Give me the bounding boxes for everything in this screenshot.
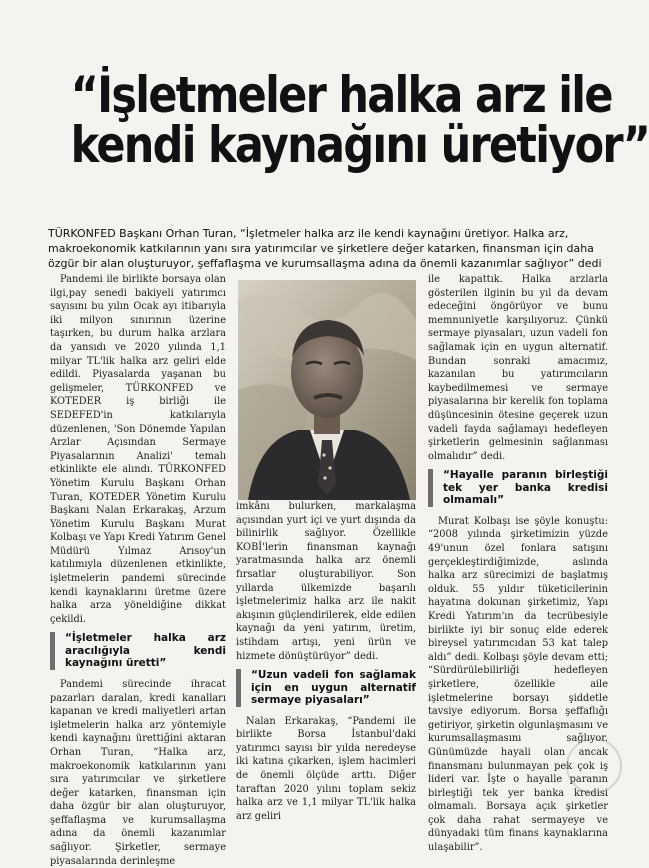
portrait-photo [238, 280, 416, 500]
portrait-illustration [238, 280, 416, 500]
subheading: “Hayalle paranın birleştiği tek yer banka kredisi olmamalı” [428, 469, 608, 507]
column-2 [236, 500, 416, 823]
lead-paragraph: TÜRKONFED Başkanı Orhan Turan, “İşletmeler halka arz ile kendi kaynağını üretiyor. Halka arz, makroekonomik katkılarının yanı sıra yatırımcılar ve şirketlere değer katarken, finansman için daha özgür bir alan oluşturuyor, şeffaflaşma ve kurumsallaşma adına da önemli kazanımlar sağlıyor” dedi [48, 227, 602, 270]
body-paragraph: imkânı bulurken, markalaşma açısından yurt içi ve yurt dışında da bilinirlik sağlıyor. Özellikle KOBİ'lerin finansman kaynağı yaratmasında halka arz önemli fırsatlar oluşturabiliyor. Son yıllarda ülkemizde başarılı işletmelerimiz halka arz ile nakit akışının güçlendirilerek, elde edilen kaynağı da yeni yatırım, üretim, istihdam artışı, yeni ürün ve hizmete dönüştürüyor” dedi. [236, 501, 416, 662]
body-paragraph: Nalan Erkarakaş, “Pandemi ile birlikte Borsa İstanbul'daki yatırımcı sayısı bir yılda neredeyse iki katına çıkarken, işlem hacimleri de önemli ölçüde arttı. Diğer taraftan 2020 yılını toplam sekiz halka arz ve 1,1 milyar TL'lik halka arz geliri [236, 715, 416, 822]
headline [70, 66, 649, 174]
headline-line-2: kendi kaynağını üretiyor” [70, 116, 649, 174]
body-paragraph: Pandemi ile birlikte borsaya olan ilgi,pay senedi bakiyeli yatırımcı sayısını bu yılın Ocak ayı itibarıyla iki milyon sınırının üzerine taşırken, bu durum halka arzlara da yansıdı ve 2020 yılında 1,1 milyar TL'lik halka arz geliri elde edildi. Piyasalarda yaşanan bu gelişmeler, TÜRKONFED ve KOTEDER iş birliği ile SEDEFED'in katkılarıyla düzenlenen, 'Son Dönemde Yapılan Arzlar Açısından Sermaye Piyasalarının Analizi' temalı etkinlikte ele alındı. TÜRKONFED Yönetim Kurulu Başkanı Orhan Turan, KOTEDER Yönetim Kurulu Başkanı Nalan Erkarakaş, Arzum Yönetim Kurulu Başkanı Murat Kolbaşı ve Yapı Kredi Yatırım Genel Müdürü Yılmaz Arısoy'un katılımıyla düzenlenen etkinlikte, işletmelerin pandemi sürecinde kendi kaynaklarını üretme üzere halka arza yöneldiğine dikkat çekildi. [50, 274, 227, 625]
watermark-seal [566, 738, 622, 794]
subheading: “Uzun vadeli fon sağlamak için en uygun alternatif sermaye piyasaları” [236, 669, 416, 707]
subheading: “İşletmeler halka arz aracılığıyla kendi kaynağını üretti” [50, 632, 226, 670]
body-paragraph: Pandemi sürecinde ihracat pazarları daralan, kredi kanalları kapanan ve kredi maliyetleri artan işletmelerin halka arz yöntemiyle kendi kaynağını ürettiğini aktaran Orhan Turan, “Halka arz, makroekonomik katkılarının yanı sıra yatırımcılar ve şirketlere değer katarken, finansman için daha özgür bir alan oluşturuyor, şeffaflaşma ve kurumsallaşma adına da önemli kazanımlar sağlıyor. Şirketler, sermaye piyasalarında derinleşme [50, 678, 226, 867]
body-paragraph: ile kapattık. Halka arzlarla gösterilen ilginin bu yıl da devam edeceğini öngörüyor ve bunu memnuniyetle karşılıyoruz. Çünkü sermaye piyasaları, uzun vadeli fon sağlamak için en uygun alternatif. Bundan sonraki amacımız, kazanılan bu yatırımcıların kaybedilmemesi ve sermaye piyasalarına bir kerelik fon toplama düşüncesinin ötesine geçerek uzun vadeli fayda sağlamayı hedefleyen şirketlerin gelmesinin sağlanması olmalıdır” dedi. [428, 274, 608, 462]
body-paragraph: Murat Kolbaşı ise şöyle konuştu: “2008 yılında şirketimizin yüzde 49'unun özel fonlara satışını gerçekleştirdiğimizde, aslında halka arz sürecimizi de başlatmış olduk. 55 yıldır tüketicilerinin hayatına dokunan şirketimiz, Yapı Kredi Yatırım'ın da tecrübesiyle birlikte iyi bir sonuç elde ederek bireysel yatırımcıdan 53 kat talep aldı” dedi. Kolbaşı şöyle devam etti; “Sürdürülebilirliği hedefleyen şirketlere, özellikle aile işletmelerine borsayı şiddetle tavsiye ediyorum. Borsa şeffaflığı getiriyor, şirketin olgunlaşmasını ve kurumsallaşmasını sağlıyor. Günümüzde hayali olan ancak finansmanı bulunmayan pek çok iş lideri var. İşte o hayalle paranın birleştiği tek yer banka kredisi olmamalı. Borsaya açık şirketler çok daha rahat sermayeye ve dünyadaki tüm finans kaynaklarına ulaşabilir”. [428, 515, 608, 854]
column-1 [50, 273, 226, 868]
headline-line-1: “İşletmeler halka arz ile [70, 66, 612, 124]
